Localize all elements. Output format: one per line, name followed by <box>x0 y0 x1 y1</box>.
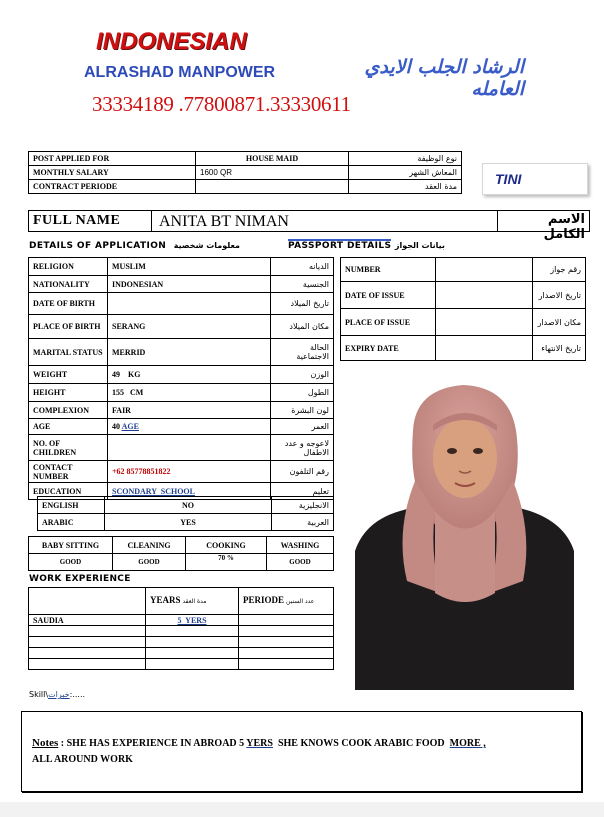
details-value <box>108 435 271 461</box>
work-years: 5 YERS <box>146 615 239 626</box>
work-years <box>146 637 239 648</box>
passport-value <box>436 336 533 361</box>
work-experience-heading: WORK EXPERIENCE <box>29 574 131 584</box>
details-value <box>108 293 271 315</box>
skill-header: COOKING <box>186 537 267 554</box>
passport-row <box>341 282 586 309</box>
job-row <box>29 166 462 180</box>
details-row <box>29 339 334 366</box>
details-value: 49 KG <box>108 366 271 384</box>
bottom-band <box>0 802 604 817</box>
job-label-arabic: مدة العقد <box>349 180 462 194</box>
divider <box>151 211 152 231</box>
passport-row <box>341 258 586 282</box>
details-label-arabic: الحالة الاجتماعية <box>271 339 334 366</box>
passport-table <box>340 257 586 361</box>
skills-table <box>28 536 334 571</box>
details-label-arabic: تاريخ الميلاد <box>271 293 334 315</box>
notes-label: Notes <box>32 737 59 749</box>
details-label: MARITAL STATUS <box>29 339 108 366</box>
skill-header: BABY SITTING <box>29 537 113 554</box>
details-label-arabic: الديانه <box>271 258 334 276</box>
work-country <box>29 659 146 670</box>
job-info-table <box>28 151 462 194</box>
details-label-arabic: الطول <box>271 384 334 402</box>
details-row <box>29 435 334 461</box>
passport-heading-arabic: بيانات الجواز <box>394 241 445 250</box>
brand-title: INDONESIAN <box>96 28 247 55</box>
applicant-photo <box>355 361 574 690</box>
work-country-header <box>29 588 146 615</box>
languages-table <box>37 496 334 531</box>
notes-part: MORE , <box>449 738 486 749</box>
details-label-arabic: تعليم <box>271 483 334 500</box>
details-label-arabic: الجنسية <box>271 276 334 293</box>
job-label: POST APPLIED FOR <box>29 152 196 166</box>
language-value: YES <box>105 514 272 531</box>
company-name-arabic: الرشاد الجلب الايدي العامله <box>364 56 524 100</box>
details-label-arabic: الوزن <box>271 366 334 384</box>
details-value: 155 CM <box>108 384 271 402</box>
job-label-arabic: المعاش الشهر <box>349 166 462 180</box>
work-periode-label: PERIODE <box>243 595 285 605</box>
code-box <box>482 163 588 195</box>
details-label: PLACE OF BIRTH <box>29 315 108 339</box>
full-name-label-arabic: الاسم الكامل <box>543 212 585 242</box>
full-name-value: ANITA BT NIMAN <box>159 213 289 230</box>
details-row <box>29 419 334 435</box>
language-row <box>38 514 334 531</box>
details-row <box>29 315 334 339</box>
passport-label-arabic: رقم جواز <box>533 258 586 282</box>
passport-value <box>436 282 533 309</box>
details-row <box>29 276 334 293</box>
skill-header: CLEANING <box>113 537 186 554</box>
work-row <box>29 615 334 626</box>
details-heading <box>29 241 240 251</box>
job-label-arabic: نوع الوظيفة <box>349 152 462 166</box>
company-name-english: ALRASHAD MANPOWER <box>84 64 276 81</box>
job-row <box>29 180 462 194</box>
portrait-illustration <box>355 361 574 690</box>
passport-row <box>341 309 586 336</box>
details-heading-arabic: معلومات شخصية <box>173 241 240 250</box>
work-periode <box>239 637 334 648</box>
passport-label: PLACE OF ISSUE <box>341 309 436 336</box>
skill-header: WASHING <box>267 537 334 554</box>
work-years <box>146 659 239 670</box>
skill-line-dots: ..... <box>72 690 86 699</box>
job-label: CONTRACT PERIODE <box>29 180 196 194</box>
details-label: NATIONALITY <box>29 276 108 293</box>
skill-line-word: خبرات <box>48 690 70 699</box>
work-years-label: YEARS <box>150 595 181 605</box>
details-label-arabic: رقم التلفون <box>271 461 334 483</box>
passport-label: DATE OF ISSUE <box>341 282 436 309</box>
language-row <box>38 497 334 514</box>
divider <box>497 211 498 231</box>
details-heading-english: DETAILS OF APPLICATION <box>29 241 167 251</box>
details-label: DATE OF BIRTH <box>29 293 108 315</box>
full-name-row <box>28 210 590 242</box>
work-experience-table <box>28 587 334 670</box>
details-row <box>29 366 334 384</box>
details-value: INDONESIAN <box>108 276 271 293</box>
phone-numbers: 33334189 .77800871.33330611 <box>92 92 351 116</box>
details-value: MUSLIM <box>108 258 271 276</box>
work-country <box>29 626 146 637</box>
work-periode <box>239 615 334 626</box>
job-value: HOUSE MAID <box>196 152 349 166</box>
details-label: NO. OF CHILDREN <box>29 435 108 461</box>
work-country: SAUDIA <box>29 615 146 626</box>
work-country <box>29 637 146 648</box>
work-periode <box>239 659 334 670</box>
details-label-arabic: العمر <box>271 419 334 435</box>
details-row <box>29 402 334 419</box>
skill-line-prefix: Skill\ <box>29 690 49 699</box>
work-years-header <box>146 588 239 615</box>
details-label: CONTACT NUMBER <box>29 461 108 483</box>
details-value <box>108 419 271 435</box>
work-years <box>146 626 239 637</box>
job-label: MONTHLY SALARY <box>29 166 196 180</box>
full-name-label: FULL NAME <box>33 213 121 228</box>
work-header-row <box>29 588 334 615</box>
passport-label: EXPIRY DATE <box>341 336 436 361</box>
passport-label-arabic: مكان الاصدار <box>533 309 586 336</box>
skill-line-suffix: : <box>69 690 73 699</box>
job-value <box>196 180 349 194</box>
details-label-arabic: مكان الميلاد <box>271 315 334 339</box>
details-table <box>28 257 334 500</box>
details-label: COMPLEXION <box>29 402 108 419</box>
passport-label: NUMBER <box>341 258 436 282</box>
passport-label-arabic: تاريخ الانتهاء <box>533 336 586 361</box>
work-row <box>29 626 334 637</box>
job-value: 1600 QR <box>196 166 349 180</box>
notes-box <box>21 711 582 792</box>
details-label: WEIGHT <box>29 366 108 384</box>
language-label: ARABIC <box>38 514 105 531</box>
notes-part: YERS <box>246 738 273 749</box>
skill-value: GOOD <box>29 554 113 571</box>
work-years-label-arabic: مدة العقد <box>182 598 207 605</box>
work-row <box>29 648 334 659</box>
passport-heading <box>288 241 445 251</box>
details-value: SERANG <box>108 315 271 339</box>
details-row <box>29 293 334 315</box>
work-row <box>29 637 334 648</box>
age-unit: AGE <box>121 422 139 431</box>
work-years <box>146 648 239 659</box>
language-label-arabic: العربية <box>272 514 334 531</box>
notes-text <box>32 719 572 768</box>
passport-row <box>341 336 586 361</box>
details-label: AGE <box>29 419 108 435</box>
passport-label-arabic: تاريخ الاصدار <box>533 282 586 309</box>
passport-value <box>436 258 533 282</box>
skills-header-row <box>29 537 334 554</box>
code-name: TINI <box>495 171 522 187</box>
notes-part: ALL AROUND WORK <box>32 754 133 765</box>
work-periode <box>239 648 334 659</box>
notes-part: : SHE HAS EXPERIENCE IN ABROAD 5 <box>58 738 247 749</box>
skills-value-row <box>29 554 334 571</box>
skill-line <box>29 690 85 699</box>
work-row <box>29 659 334 670</box>
details-label: HEIGHT <box>29 384 108 402</box>
details-value: +62 85778851822 <box>108 461 271 483</box>
skill-value: GOOD <box>113 554 186 571</box>
details-label: EDUCATION <box>29 483 108 500</box>
details-row <box>29 461 334 483</box>
details-value: FAIR <box>108 402 271 419</box>
work-periode <box>239 626 334 637</box>
job-row <box>29 152 462 166</box>
details-value: MERRID <box>108 339 271 366</box>
details-label: RELIGION <box>29 258 108 276</box>
work-periode-header <box>239 588 334 615</box>
details-value: SCONDARY SCHOOL <box>108 483 271 500</box>
details-label-arabic: لاعوجه و عدد الاطفال <box>271 435 334 461</box>
language-label: ENGLISH <box>38 497 105 514</box>
work-periode-label-arabic: عدد السنين <box>286 598 315 605</box>
skill-value: GOOD <box>267 554 334 571</box>
language-label-arabic: الانجليزية <box>272 497 334 514</box>
work-country <box>29 648 146 659</box>
language-value: NO <box>105 497 272 514</box>
skill-value: 70 % <box>186 554 267 571</box>
passport-heading-english: PASSPORT DETAILS <box>288 241 392 251</box>
details-label-arabic: لون البشرة <box>271 402 334 419</box>
details-row <box>29 384 334 402</box>
details-row <box>29 258 334 276</box>
age-number: 40 <box>112 422 122 431</box>
passport-value <box>436 309 533 336</box>
notes-part: SHE KNOWS COOK ARABIC FOOD <box>272 738 450 749</box>
